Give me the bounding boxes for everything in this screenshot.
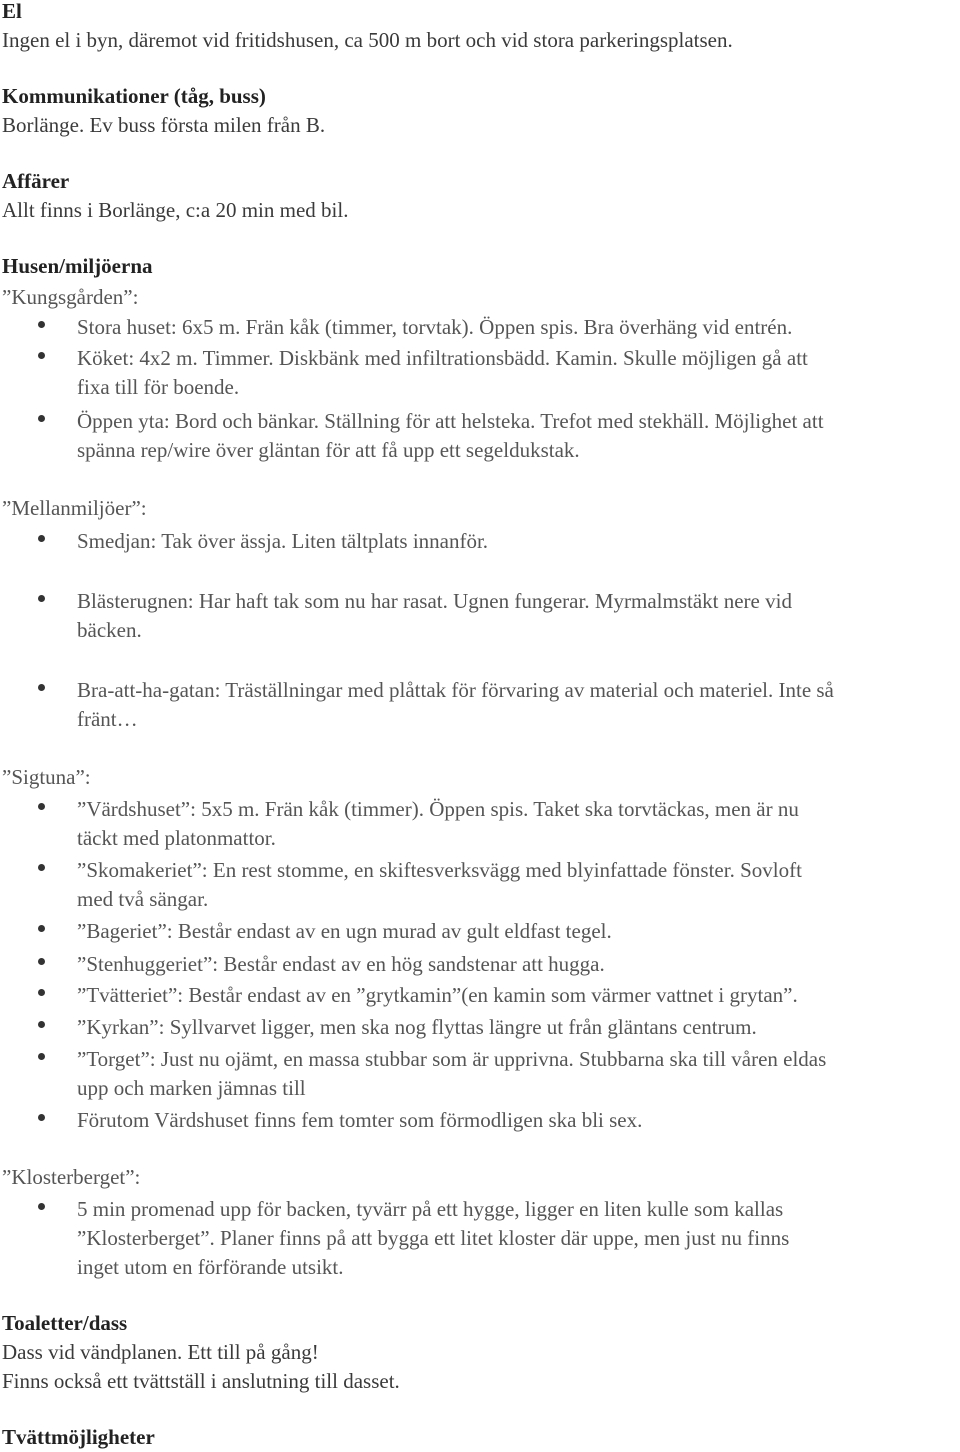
bullet-icon [38, 864, 45, 871]
subheading-sigtuna: ”Sigtuna”: [2, 765, 91, 789]
text-kommunikationer: Borlänge. Ev buss första milen från B. [2, 113, 326, 137]
bullet-icon [38, 1203, 45, 1210]
bullet-icon [38, 415, 45, 422]
list-item-line: upp och marken jämnas till [77, 1076, 306, 1100]
list-item-line: Stora huset: 6x5 m. Frän kåk (timmer, torvtak). Öppen spis. Bra överhäng vid entrén. [77, 315, 793, 339]
list-item-line: inget utom en förförande utsikt. [77, 1255, 344, 1279]
list-item-line: Köket: 4x2 m. Timmer. Diskbänk med infiltrationsbädd. Kamin. Skulle möjligen gå att [77, 346, 808, 370]
bullet-icon [38, 989, 45, 996]
list-item-line: fixa till för boende. [77, 375, 240, 399]
bullet-icon [38, 352, 45, 359]
list-item-line: spänna rep/wire över gläntan för att få upp ett segeldukstak. [77, 438, 580, 462]
list-item-line: Bra-att-ha-gatan: Träställningar med plåttak för förvaring av material och materiel. Inte så [77, 678, 834, 702]
heading-affarer: Affärer [2, 169, 70, 193]
heading-kommunikationer: Kommunikationer (tåg, buss) [2, 84, 266, 108]
list-item-line: ”Tvätteriet”: Består endast av en ”grytkamin”(en kamin som värmer vattnet i grytan”. [77, 983, 798, 1007]
list-item-line: ”Skomakeriet”: En rest stomme, en skiftesverksvägg med blyinfattade fönster. Sovloft [77, 858, 802, 882]
subheading-klosterberget: ”Klosterberget”: [2, 1165, 141, 1189]
bullet-icon [38, 1053, 45, 1060]
list-item-line: 5 min promenad upp för backen, tyvärr på ett hygge, ligger en liten kulle som kallas [77, 1197, 784, 1221]
bullet-icon [38, 535, 45, 542]
list-item-line: Blästerugnen: Har haft tak som nu har rasat. Ugnen fungerar. Myrmalmstäkt nere vid [77, 589, 792, 613]
list-item-line: Öppen yta: Bord och bänkar. Ställning för att helsteka. Trefot med stekhäll. Möjlighet att [77, 409, 824, 433]
text-toaletter-2: Finns också ett tvättställ i anslutning till dasset. [2, 1369, 400, 1393]
list-item-line: Smedjan: Tak över ässja. Liten tältplats innanför. [77, 529, 489, 553]
bullet-icon [38, 958, 45, 965]
bullet-icon [38, 1021, 45, 1028]
list-item-line: Förutom Värdshuset finns fem tomter som förmodligen ska bli sex. [77, 1108, 643, 1132]
text-toaletter-1: Dass vid vändplanen. Ett till på gång! [2, 1340, 319, 1364]
list-item-line: fränt… [77, 707, 138, 731]
list-item-line: ”Kyrkan”: Syllvarvet ligger, men ska nog flyttas längre ut från gläntans centrum. [77, 1015, 757, 1039]
bullet-icon [38, 684, 45, 691]
bullet-icon [38, 925, 45, 932]
bullet-icon [38, 321, 45, 328]
list-item-line: ”Klosterberget”. Planer finns på att bygga ett litet kloster där uppe, men just nu finns [77, 1226, 790, 1250]
bullet-icon [38, 803, 45, 810]
list-item-line: täckt med platonmattor. [77, 826, 276, 850]
heading-toaletter: Toaletter/dass [2, 1311, 128, 1335]
list-item-line: bäcken. [77, 618, 142, 642]
text-el: Ingen el i byn, däremot vid fritidshusen, ca 500 m bort och vid stora parkeringsplatsen. [2, 28, 733, 52]
text-affarer: Allt finns i Borlänge, c:a 20 min med bil. [2, 198, 349, 222]
bullet-icon [38, 1114, 45, 1121]
list-item-line: med två sängar. [77, 887, 209, 911]
list-item-line: ”Värdshuset”: 5x5 m. Frän kåk (timmer). Öppen spis. Taket ska torvtäckas, men är nu [77, 797, 799, 821]
list-item-line: ”Torget”: Just nu ojämt, en massa stubbar som är upprivna. Stubbarna ska till våren eldas [77, 1047, 827, 1071]
subheading-mellanmiljoer: ”Mellanmiljöer”: [2, 496, 147, 520]
list-item-line: ”Bageriet”: Består endast av en ugn murad av gult eldfast tegel. [77, 919, 612, 943]
bullet-icon [38, 595, 45, 602]
list-item-line: ”Stenhuggeriet”: Består endast av en hög sandstenar att hugga. [77, 952, 605, 976]
subheading-kungsgarden: ”Kungsgården”: [2, 285, 139, 309]
heading-tvattmojligheter: Tvättmöjligheter [2, 1425, 155, 1449]
heading-husen: Husen/miljöerna [2, 254, 153, 278]
heading-el: El [2, 0, 22, 23]
